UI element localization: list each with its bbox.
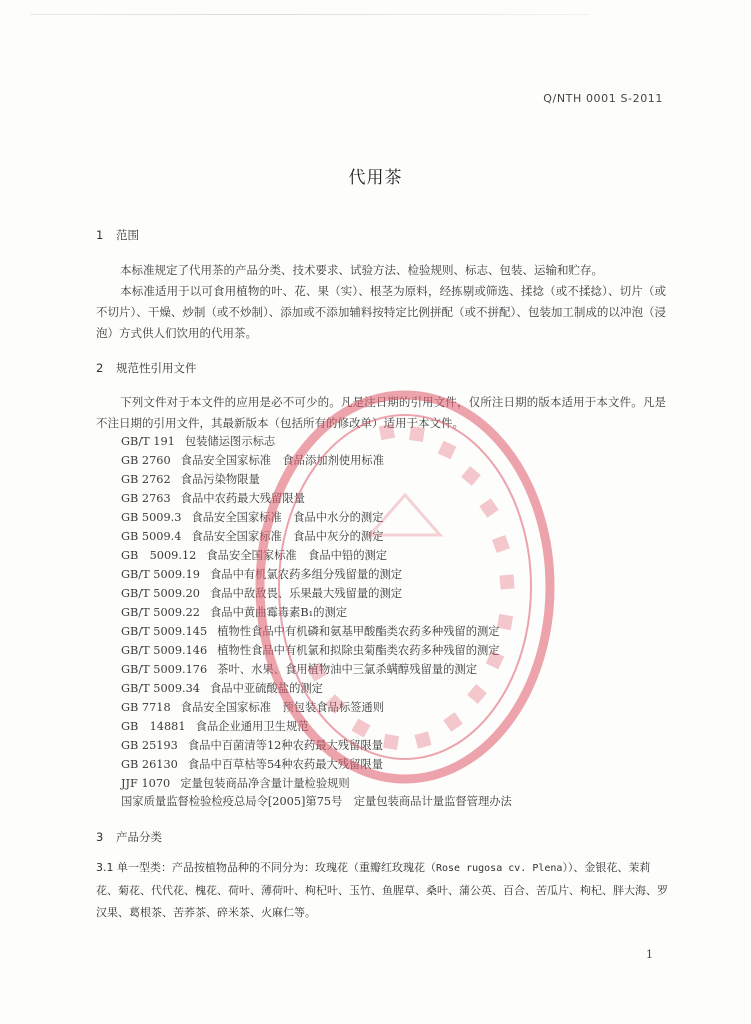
reference-item [121, 717, 661, 736]
reference-title: 包装储运图示标志 [184, 435, 276, 448]
clause-number: 3.1 [96, 861, 114, 874]
reference-code: GB 7718 [121, 701, 171, 714]
reference-code: GB/T 5009.145 [121, 625, 208, 638]
reference-title: 茶叶、水果、食用植物油中三氯杀螨醇残留量的测定 [217, 663, 478, 676]
reference-item [121, 641, 661, 660]
reference-item [121, 565, 661, 584]
reference-title: 食品安全国家标准 食品中灰分的测定 [191, 530, 384, 543]
reference-title: 食品安全国家标准 食品中铅的测定 [206, 549, 388, 562]
reference-item [121, 584, 661, 603]
reference-title: 食品中有机氯农药多组分残留量的测定 [209, 568, 403, 581]
reference-item [121, 508, 661, 527]
reference-code: GB 2760 [121, 454, 171, 467]
scan-top-edge [30, 14, 590, 15]
reference-code: GB 2763 [121, 492, 171, 505]
section-number: 2 [96, 361, 104, 375]
document-code: Q/NTH 0001 S-2011 [543, 92, 663, 105]
reference-code: JJF 1070 [121, 777, 171, 790]
reference-title: 食品中亚硫酸盐的测定 [209, 682, 323, 695]
reference-code: GB/T 5009.20 [121, 587, 200, 600]
reference-code: GB/T 5009.22 [121, 606, 200, 619]
section-title: 范围 [116, 228, 139, 242]
reference-code: GB 5009.12 [121, 549, 197, 562]
page-number: 1 [646, 948, 653, 961]
reference-title: 食品中敌敌畏、乐果最大残留量的测定 [209, 587, 403, 600]
clause-lead: 单一型类：产品按植物品种的不同分为：玫瑰花（重瓣红玫瑰花（ [117, 861, 436, 874]
paragraph-text: 本标准规定了代用茶的产品分类、技术要求、试验方法、检验规则、标志、包装、运输和贮存。 [120, 263, 603, 277]
reference-code: GB/T 5009.19 [121, 568, 200, 581]
section-number: 3 [96, 830, 104, 844]
reference-item [121, 451, 661, 470]
page-title: 代用茶 [348, 168, 403, 188]
scope-paragraph-1 [96, 260, 666, 281]
reference-title: 食品中农药最大残留限量 [180, 492, 305, 505]
reference-item [121, 546, 661, 565]
paragraph-text: 下列文件对于本文件的应用是必不可少的。凡是注日期的引用文件，仅所注日期的版本适用于本文件。凡是不注日期的引用文件，其最新版本（包括所有的修改单）适用于本文件。 [96, 395, 666, 430]
reference-item [121, 679, 661, 698]
reference-title: 食品企业通用卫生规范 [195, 720, 309, 733]
section-title: 产品分类 [116, 830, 162, 844]
reference-extra: 国家质量监督检验检疫总局令[2005]第75号 定量包装商品计量监督管理办法 [121, 795, 512, 808]
reference-code: GB/T 191 [121, 435, 175, 448]
clause-rest: ））、金银花、茉莉花、菊花、代代花、槐花、荷叶、薄荷叶、枸杞叶、玉竹、鱼腥草、桑叶、蒲公英、百合、苦瓜片、枸杞、胖大海、罗汉果、葛根茶、苦荞茶、碎米茶、火麻仁等。 [96, 861, 668, 919]
reference-title: 食品中百草枯等54种农药最大残留限量 [187, 758, 383, 771]
reference-list [121, 432, 661, 793]
reference-item [121, 603, 661, 622]
reference-code: GB 2762 [121, 473, 171, 486]
section-heading-scope [96, 227, 139, 243]
reference-title: 食品安全国家标准 食品添加剂使用标准 [180, 454, 385, 467]
reference-title: 定量包装商品净含量计量检验规则 [180, 777, 350, 790]
reference-title: 植物性食品中有机磷和氨基甲酸酯类农药多种残留的测定 [217, 625, 500, 638]
reference-item [121, 432, 661, 451]
reference-code: GB/T 5009.146 [121, 644, 208, 657]
reference-item [121, 470, 661, 489]
reference-title: 植物性食品中有机氯和拟除虫菊酯类农药多种残留的测定 [217, 644, 500, 657]
reference-item [121, 736, 661, 755]
reference-code: GB 14881 [121, 720, 186, 733]
reference-code: GB/T 5009.176 [121, 663, 208, 676]
reference-code: GB 26130 [121, 758, 178, 771]
reference-code: GB/T 5009.34 [121, 682, 200, 695]
latin-name: Rose rugosa cv. Plena [436, 863, 563, 874]
section-heading-classification [96, 829, 162, 845]
reference-item [121, 660, 661, 679]
reference-item [121, 622, 661, 641]
reference-code: GB 5009.3 [121, 511, 182, 524]
reference-title: 食品污染物限量 [180, 473, 260, 486]
reference-title: 食品安全国家标准 预包装食品标签通则 [180, 701, 385, 714]
section-heading-references [96, 360, 197, 376]
section-title: 规范性引用文件 [116, 361, 197, 375]
reference-item [121, 489, 661, 508]
paragraph-text: 本标准适用于以可食用植物的叶、花、果（实）、根茎为原料，经拣剔或筛选、揉捻（或不揉捻）、切片（或不切片）、干燥、炒制（或不炒制）、添加或不添加辅料按特定比例拼配（或不拼配）、包装加工制成的以冲泡（浸泡）方式供人们饮用的代用茶。 [96, 284, 666, 340]
reference-code: GB 5009.4 [121, 530, 182, 543]
reference-code: GB 25193 [121, 739, 178, 752]
reference-title: 食品安全国家标准 食品中水分的测定 [191, 511, 384, 524]
section-number: 1 [96, 228, 104, 242]
reference-item [121, 774, 661, 793]
reference-item [121, 698, 661, 717]
reference-title: 食品中百菌清等12种农药最大残留限量 [187, 739, 383, 752]
classification-clause [96, 857, 668, 924]
scope-paragraph-2 [96, 281, 666, 344]
reference-item [121, 527, 661, 546]
references-intro [96, 392, 666, 434]
reference-item [121, 755, 661, 774]
reference-title: 食品中黄曲霉毒素B₁的测定 [209, 606, 348, 619]
